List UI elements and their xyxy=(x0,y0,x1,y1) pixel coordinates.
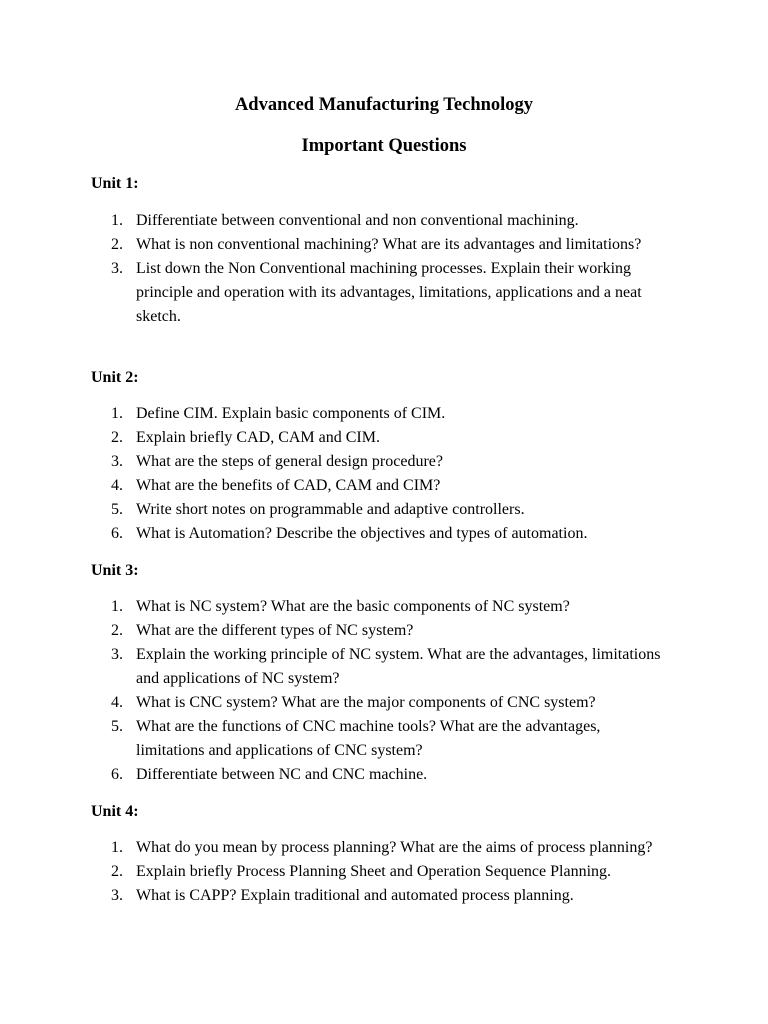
list-item xyxy=(91,691,671,715)
question-text: What do you mean by process planning? What are the aims of process planning? xyxy=(136,839,653,856)
question-number: 6. xyxy=(111,525,123,542)
unit-4-question-list xyxy=(91,836,671,908)
question-number: 5. xyxy=(111,501,123,518)
question-text: What is Automation? Describe the objectives and types of automation. xyxy=(136,525,588,542)
unit-1-question-list xyxy=(91,209,671,329)
question-number: 4. xyxy=(111,477,123,494)
question-text: What are the benefits of CAD, CAM and CIM? xyxy=(136,477,441,494)
question-text: Write short notes on programmable and adaptive controllers. xyxy=(136,501,525,518)
unit-2-question-list xyxy=(91,402,671,546)
question-text: What is non conventional machining? What are its advantages and limitations? xyxy=(136,236,642,253)
question-number: 2. xyxy=(111,429,123,446)
list-item xyxy=(91,884,671,908)
question-number: 1. xyxy=(111,839,123,856)
question-text: What are the functions of CNC machine tools? What are the advantages, limitations and applications of CNC system? xyxy=(136,718,601,759)
unit-2-heading: Unit 2: xyxy=(91,369,139,386)
document-subtitle: Important Questions xyxy=(301,136,467,156)
question-text: Explain the working principle of NC system. What are the advantages, limitations and applications of NC system? xyxy=(136,646,661,687)
unit-3-heading: Unit 3: xyxy=(91,562,139,579)
list-item xyxy=(91,836,671,860)
document-title: Advanced Manufacturing Technology xyxy=(234,95,534,115)
unit-1-heading: Unit 1: xyxy=(91,175,139,192)
question-number: 5. xyxy=(111,718,123,735)
question-text: Differentiate between NC and CNC machine. xyxy=(136,766,428,783)
unit-4-heading: Unit 4: xyxy=(91,803,139,820)
question-text: What is NC system? What are the basic components of NC system? xyxy=(136,598,570,615)
list-item xyxy=(91,474,671,498)
question-number: 2. xyxy=(111,863,123,880)
list-item xyxy=(91,402,671,426)
list-item xyxy=(91,450,671,474)
question-text: Differentiate between conventional and non conventional machining. xyxy=(136,212,579,229)
question-text: Define CIM. Explain basic components of CIM. xyxy=(136,405,446,422)
list-item xyxy=(91,426,671,450)
question-text: What are the steps of general design procedure? xyxy=(136,453,443,470)
question-text: List down the Non Conventional machining processes. Explain their working principle and operation with its advantages, limitations, applications and a neat sketch. xyxy=(136,260,642,325)
question-number: 6. xyxy=(111,766,123,783)
question-number: 4. xyxy=(111,694,123,711)
question-text: Explain briefly CAD, CAM and CIM. xyxy=(136,429,380,446)
question-number: 1. xyxy=(111,405,123,422)
list-item xyxy=(91,763,671,787)
question-number: 1. xyxy=(111,212,123,229)
list-item xyxy=(91,257,671,329)
list-item xyxy=(91,522,671,546)
question-text: What is CNC system? What are the major components of CNC system? xyxy=(136,694,596,711)
list-item xyxy=(91,643,671,691)
list-item xyxy=(91,619,671,643)
question-number: 3. xyxy=(111,260,123,277)
list-item xyxy=(91,233,671,257)
question-number: 3. xyxy=(111,453,123,470)
question-number: 2. xyxy=(111,622,123,639)
question-number: 3. xyxy=(111,887,123,904)
question-text: What are the different types of NC system? xyxy=(136,622,414,639)
question-text: Explain briefly Process Planning Sheet and Operation Sequence Planning. xyxy=(136,863,612,880)
list-item xyxy=(91,595,671,619)
list-item xyxy=(91,498,671,522)
unit-3-question-list xyxy=(91,595,671,787)
list-item xyxy=(91,209,671,233)
list-item xyxy=(91,715,671,763)
list-item xyxy=(91,860,671,884)
question-number: 2. xyxy=(111,236,123,253)
question-number: 3. xyxy=(111,646,123,663)
question-text: What is CAPP? Explain traditional and automated process planning. xyxy=(136,887,574,904)
question-number: 1. xyxy=(111,598,123,615)
